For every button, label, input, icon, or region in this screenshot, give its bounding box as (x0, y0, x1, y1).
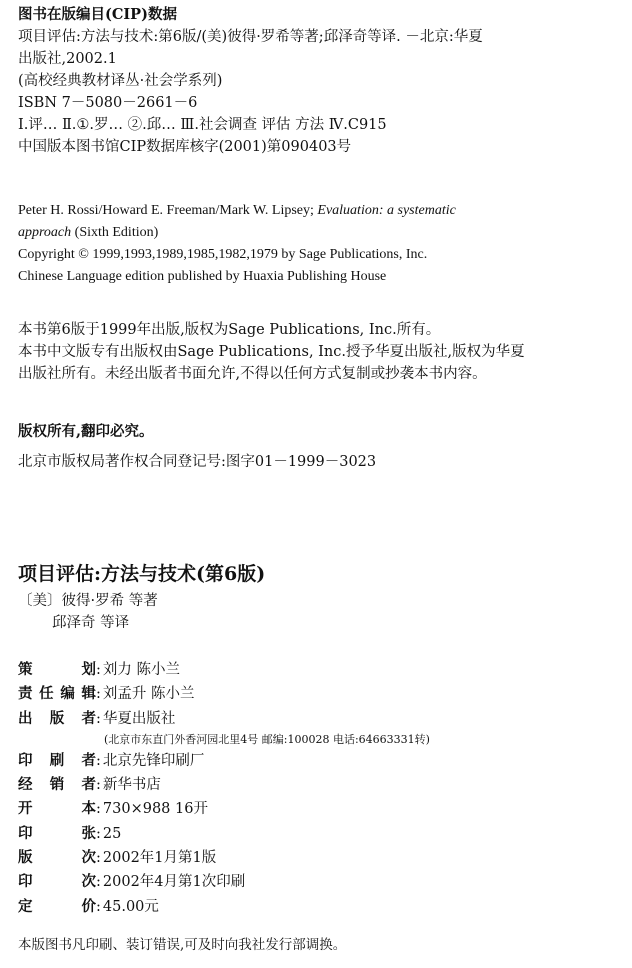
publisher-address: (北京市东直门外香河园北里4号 邮编:100028 电话:64663331转) (104, 732, 430, 746)
credit-label-char: 责 (18, 685, 33, 703)
credits-block (18, 658, 622, 919)
credit-label-char: 任 (39, 685, 54, 703)
credit-row: 经 销 者 : 新华书店 (18, 773, 622, 797)
credit-row: 策 划 : 刘力 陈小兰 (18, 658, 622, 682)
credit-label (18, 895, 96, 919)
rights-line: 出版社所有。未经出版者书面允许,不得以任何方式复制或抄袭本书内容。 (18, 366, 487, 382)
credit-row: 印 张 : 25 (18, 822, 622, 846)
credit-label (18, 773, 96, 797)
credit-label-char: 开 (18, 800, 33, 818)
credit-label-char: 印 (18, 751, 33, 769)
credit-label-char: 定 (18, 897, 33, 915)
credit-row: 出 版 者 : 华夏出版社 (18, 707, 622, 731)
book-title-block (18, 560, 622, 634)
credit-label-char: 刷 (49, 751, 65, 769)
credit-value: 刘孟升 陈小兰 (102, 686, 195, 703)
credit-label (18, 707, 96, 731)
chinese-edition-line: Chinese Language edition published by Huaxia Publishing House (18, 269, 387, 284)
credit-row: 责 任 编 辑 : 刘孟升 陈小兰 (18, 682, 622, 706)
footer-notice: 本版图书凡印刷、装订错误,可及时向我社发行部调换。 (18, 937, 347, 953)
credit-label-char: 划 (81, 661, 96, 678)
credit-row: 定 价 : 45.00元 (18, 895, 622, 919)
credit-label-char: 版 (49, 709, 65, 727)
credit-label-char: 辑 (81, 685, 96, 703)
credit-value: 新华书店 (102, 777, 161, 794)
credit-label-char: 张 (81, 824, 96, 842)
credit-label (18, 797, 96, 821)
copyright-registration: 北京市版权局著作权合同登记号:图字01－1999－3023 (18, 454, 377, 470)
credit-value: 2002年1月第1版 (102, 850, 217, 867)
credit-row: 印 刷 者 : 北京先锋印刷厂 (18, 749, 622, 773)
cip-line: 出版社,2002.1 (18, 51, 117, 67)
original-authors-line (18, 200, 622, 222)
credit-row: 印 次 : 2002年4月第1次印刷 (18, 870, 622, 894)
book-title: 项目评估:方法与技术(第6版) (18, 563, 266, 585)
credit-value: 45.00元 (102, 898, 159, 915)
credit-label-char: 者 (81, 709, 96, 727)
cip-line: ISBN 7－5080－2661－6 (18, 95, 198, 111)
original-edition: (Sixth Edition) (71, 225, 159, 240)
cip-line: 中国版本图书馆CIP数据库核字(2001)第090403号 (18, 139, 352, 155)
credit-label-char: 出 (18, 709, 33, 727)
author-line: 〔美〕彼得·罗希 等著 (18, 593, 158, 609)
original-title-part1: Evaluation: a systematic (317, 203, 456, 218)
credit-value: 730×988 16开 (102, 801, 208, 818)
copyright-line: Copyright © 1999,1993,1989,1985,1982,1979 by Sage Publications, Inc. (18, 247, 428, 262)
credit-label-char: 策 (18, 661, 33, 678)
original-title-part2: approach (18, 225, 72, 240)
cip-block (18, 4, 622, 158)
credit-value: 华夏出版社 (102, 710, 176, 727)
registration-block (18, 451, 622, 473)
credit-value: 北京先锋印刷厂 (102, 752, 205, 769)
original-authors: Peter H. Rossi/Howard E. Freeman/Mark W. Lipsey; (18, 203, 318, 218)
credit-label-char: 次 (81, 873, 96, 891)
footer-block (18, 934, 622, 956)
translator-line: 邱泽奇 等译 (52, 615, 130, 631)
credit-label (18, 749, 96, 773)
rights-line: 本书中文版专有出版权由Sage Publications, Inc.授予华夏出版社,版权为华夏 (18, 344, 525, 360)
credit-label-char: 版 (18, 849, 33, 867)
credit-label (18, 870, 96, 894)
credit-label-char: 编 (60, 685, 75, 703)
credit-label-char: 印 (18, 873, 33, 891)
rights-line: 本书第6版于1999年出版,版权为Sage Publications, Inc.所有。 (18, 322, 441, 338)
rights-block (18, 319, 622, 385)
original-edition-block (18, 200, 622, 288)
credit-label-char: 者 (81, 751, 96, 769)
original-title-line (18, 222, 622, 244)
credit-label (18, 822, 96, 846)
credit-label-char: 者 (81, 776, 96, 794)
credit-label-char: 次 (81, 849, 96, 867)
cip-line: (高校经典教材译丛·社会学系列) (18, 73, 223, 89)
cip-heading: 图书在版编目(CIP)数据 (18, 6, 177, 23)
credit-label-char: 价 (81, 897, 96, 915)
credit-row: 版 次 : 2002年1月第1版 (18, 846, 622, 870)
credit-row: 开 本 : 730×988 16开 (18, 797, 622, 821)
reserved-block (18, 421, 622, 443)
rights-reserved: 版权所有,翻印必究。 (18, 423, 154, 440)
credit-value: 25 (102, 825, 122, 842)
credit-label (18, 846, 96, 870)
cip-line: 项目评估:方法与技术:第6版/(美)彼得·罗希等著;邱泽奇等译. －北京:华夏 (18, 29, 483, 45)
credit-label-char: 本 (81, 800, 96, 818)
credit-label-char: 销 (49, 776, 65, 794)
credit-label (18, 682, 96, 706)
credit-label (18, 658, 96, 682)
credit-value: 刘力 陈小兰 (102, 662, 180, 678)
credit-label-char: 经 (18, 776, 33, 794)
credit-label-char: 印 (18, 824, 33, 842)
cip-line: Ⅰ.评… Ⅱ.①.罗… ②.邱… Ⅲ.社会调查 评估 方法 Ⅳ.C915 (18, 117, 387, 133)
credit-value: 2002年4月第1次印刷 (102, 874, 246, 891)
